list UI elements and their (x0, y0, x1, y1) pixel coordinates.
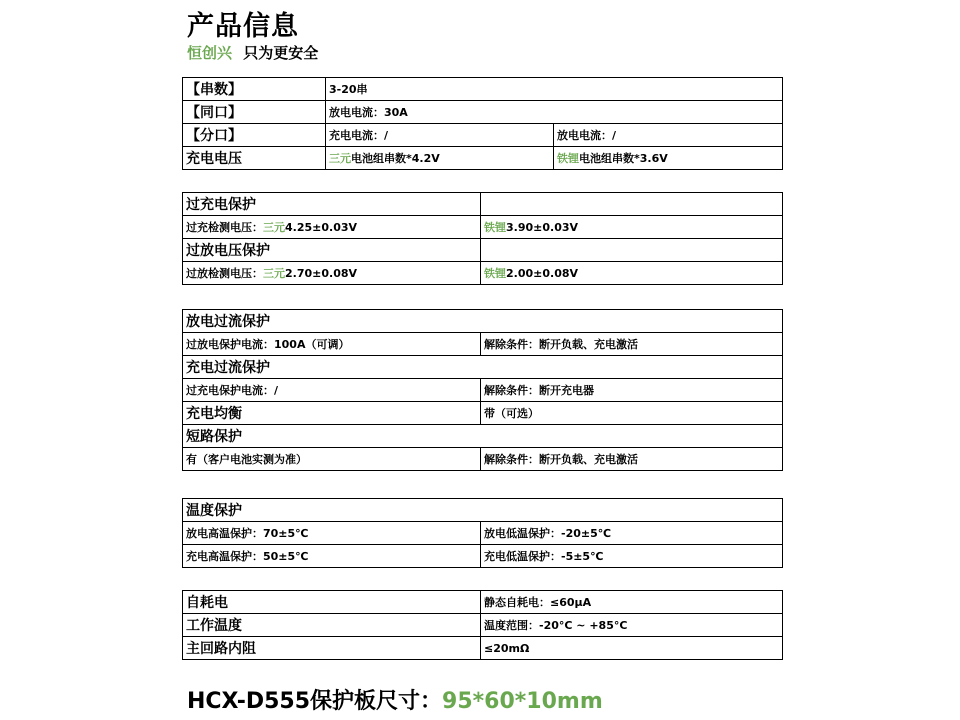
short-circuit-title: 短路保护 (183, 425, 783, 448)
discharge-overcurrent-value: 过放电保护电流：100A（可调） (183, 333, 481, 356)
table-row (183, 333, 783, 356)
table-row (183, 310, 783, 333)
page-title: 产品信息 (187, 11, 299, 42)
board-size-value: 95*60*10mm (442, 689, 603, 714)
short-circuit-release: 解除条件：断开负载、充电激活 (481, 448, 783, 471)
discharge-overcurrent-title: 放电过流保护 (183, 310, 783, 333)
charge-overcurrent-title: 充电过流保护 (183, 356, 783, 379)
split-port-label: 【分口】 (183, 124, 326, 147)
charge-voltage-lfp (554, 147, 783, 170)
discharge-overcurrent-release: 解除条件：断开负载、充电激活 (481, 333, 783, 356)
same-port-label: 【同口】 (183, 101, 326, 124)
series-value: 3-20串 (326, 78, 783, 101)
working-temp-label: 工作温度 (183, 614, 481, 637)
self-consumption-value: 静态自耗电：≤60μA (481, 591, 783, 614)
lfp-tag: 铁锂 (557, 152, 579, 165)
balance-label: 充电均衡 (183, 402, 481, 425)
self-consumption-label: 自耗电 (183, 591, 481, 614)
table-row (183, 216, 783, 239)
charge-overcurrent-release: 解除条件：断开充电器 (481, 379, 783, 402)
table-row (183, 591, 783, 614)
series-table (182, 77, 783, 170)
lfp-formula: 电池组串数*3.6V (579, 152, 668, 165)
ternary-tag: 三元 (329, 152, 351, 165)
charge-voltage-label: 充电电压 (183, 147, 326, 170)
overdischarge-lfp: 铁锂2.00±0.08V (481, 262, 783, 285)
charge-overcurrent-value: 过充电保护电流：/ (183, 379, 481, 402)
split-charge-current: 充电电流：/ (326, 124, 554, 147)
table-row (183, 239, 783, 262)
series-label: 【串数】 (183, 78, 326, 101)
brand-tagline (187, 42, 318, 63)
ternary-formula: 电池组串数*4.2V (351, 152, 440, 165)
discharge-high-temp: 放电高温保护：70±5℃ (183, 522, 481, 545)
misc-spec-table (182, 590, 783, 660)
table-row (183, 193, 783, 216)
table-row (183, 402, 783, 425)
board-size (187, 684, 603, 715)
overcharge-lfp: 铁锂3.90±0.03V (481, 216, 783, 239)
split-discharge-current: 放电电流：/ (554, 124, 783, 147)
resistance-label: 主回路内阻 (183, 637, 481, 660)
short-circuit-value: 有（客户电池实测为准） (183, 448, 481, 471)
table-row (183, 101, 783, 124)
voltage-protection-table (182, 192, 783, 285)
working-temp-value: 温度范围：-20°C ~ +85°C (481, 614, 783, 637)
table-row (183, 614, 783, 637)
table-row (183, 522, 783, 545)
slogan: 只为更安全 (243, 44, 319, 62)
balance-value: 带（可选） (481, 402, 783, 425)
table-row (183, 425, 783, 448)
overcharge-ternary: 过充检测电压：三元4.25±0.03V (183, 216, 481, 239)
table-row (183, 147, 783, 170)
overdischarge-ternary: 过放检测电压：三元2.70±0.08V (183, 262, 481, 285)
same-port-value: 放电电流：30A (326, 101, 783, 124)
table-row (183, 545, 783, 568)
temperature-protection-table (182, 498, 783, 568)
charge-high-temp: 充电高温保护：50±5℃ (183, 545, 481, 568)
overcharge-title: 过充电保护 (183, 193, 481, 216)
temperature-title: 温度保护 (183, 499, 783, 522)
table-row (183, 124, 783, 147)
overdischarge-title: 过放电压保护 (183, 239, 481, 262)
current-protection-table (182, 309, 783, 471)
table-row (183, 637, 783, 660)
resistance-value: ≤20mΩ (481, 637, 783, 660)
charge-low-temp: 充电低温保护：-5±5℃ (481, 545, 783, 568)
table-row (183, 448, 783, 471)
brand-name: 恒创兴 (187, 44, 233, 62)
table-row (183, 262, 783, 285)
table-row (183, 78, 783, 101)
charge-voltage-ternary (326, 147, 554, 170)
table-row (183, 379, 783, 402)
table-row (183, 356, 783, 379)
table-row (183, 499, 783, 522)
discharge-low-temp: 放电低温保护：-20±5℃ (481, 522, 783, 545)
board-size-label: HCX-D555保护板尺寸： (187, 689, 443, 714)
